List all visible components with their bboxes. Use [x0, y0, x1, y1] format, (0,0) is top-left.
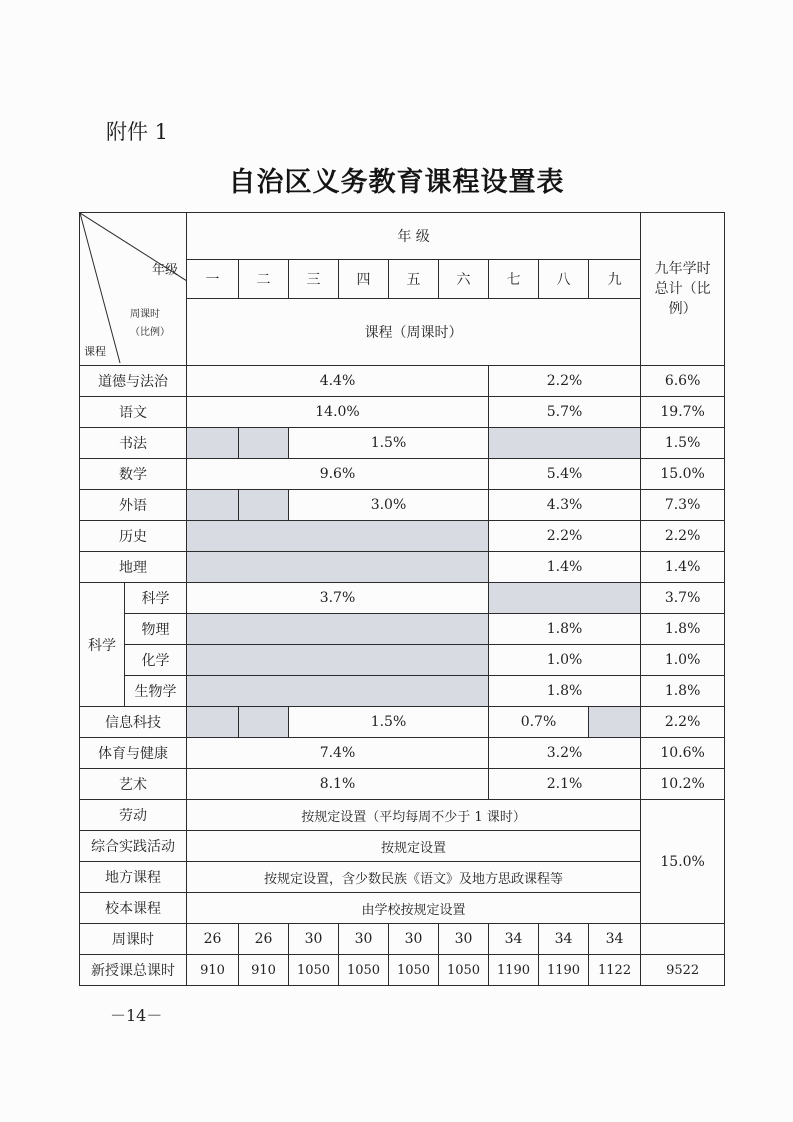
document-title: 自治区义务教育课程设置表 — [228, 167, 565, 198]
foreign-primary: 3.0% — [289, 490, 489, 521]
hours-g1: 910 — [187, 955, 239, 986]
science-group-label: 科学 — [80, 583, 125, 707]
science-total: 3.7% — [641, 583, 725, 614]
weekly-total — [641, 924, 725, 955]
table-row — [80, 614, 725, 645]
ratio-label: （比例） — [130, 327, 170, 338]
hours-g2: 910 — [239, 955, 289, 986]
biology-middle: 1.8% — [489, 676, 641, 707]
it-total: 2.2% — [641, 707, 725, 738]
shaded-cell — [489, 428, 641, 459]
row-name-local: 地方课程 — [80, 862, 187, 893]
table-row — [80, 645, 725, 676]
history-total: 2.2% — [641, 521, 725, 552]
grade-7: 七 — [489, 260, 539, 299]
foreign-middle: 4.3% — [489, 490, 641, 521]
chinese-middle: 5.7% — [489, 397, 641, 428]
shaded-cell — [187, 552, 489, 583]
hours-g6: 1050 — [439, 955, 489, 986]
table-row — [80, 955, 725, 986]
shaded-cell — [239, 490, 289, 521]
table-row — [80, 459, 725, 490]
calligraphy-primary: 1.5% — [289, 428, 489, 459]
row-name-geography: 地理 — [80, 552, 187, 583]
table-row — [80, 893, 725, 924]
table-row — [80, 490, 725, 521]
art-total: 10.2% — [641, 769, 725, 800]
biology-total: 1.8% — [641, 676, 725, 707]
shaded-cell — [589, 707, 641, 738]
row-name-chemistry: 化学 — [125, 645, 187, 676]
hours-g5: 1050 — [389, 955, 439, 986]
table-row — [80, 800, 725, 831]
grade-group-header: 年 级 — [187, 213, 641, 260]
hours-total: 9522 — [641, 955, 725, 986]
moral-primary: 4.4% — [187, 366, 489, 397]
row-name-art: 艺术 — [80, 769, 187, 800]
table-row — [80, 924, 725, 955]
weekly-g7: 34 — [489, 924, 539, 955]
table-row — [80, 583, 725, 614]
shaded-cell — [187, 707, 239, 738]
grade-9: 九 — [589, 260, 641, 299]
grade-axis-label: 年级 — [151, 263, 178, 278]
physics-total: 1.8% — [641, 614, 725, 645]
total-header-line2: 总计（比 — [654, 281, 711, 297]
physics-middle: 1.8% — [489, 614, 641, 645]
hours-g4: 1050 — [339, 955, 389, 986]
row-name-foreign: 外语 — [80, 490, 187, 521]
shaded-cell — [187, 676, 489, 707]
table-row — [80, 862, 725, 893]
row-name-school: 校本课程 — [80, 893, 187, 924]
hours-g9: 1122 — [589, 955, 641, 986]
calligraphy-total: 1.5% — [641, 428, 725, 459]
shaded-cell — [187, 428, 239, 459]
weekly-g2: 26 — [239, 924, 289, 955]
hours-g3: 1050 — [289, 955, 339, 986]
moral-middle: 2.2% — [489, 366, 641, 397]
attachment-label: 附件 1 — [106, 120, 169, 144]
combined-total: 15.0% — [641, 800, 725, 924]
school-note: 由学校按规定设置 — [187, 893, 641, 924]
row-name-science: 科学 — [125, 583, 187, 614]
table-row — [80, 521, 725, 552]
grade-3: 三 — [289, 260, 339, 299]
table-row — [80, 831, 725, 862]
table-row — [80, 676, 725, 707]
row-name-calligraphy: 书法 — [80, 428, 187, 459]
grade-8: 八 — [539, 260, 589, 299]
shaded-cell — [187, 645, 489, 676]
weekly-hours-label: 周课时 — [130, 309, 160, 320]
table-row — [80, 552, 725, 583]
grade-6: 六 — [439, 260, 489, 299]
it-primary: 1.5% — [289, 707, 489, 738]
history-middle: 2.2% — [489, 521, 641, 552]
row-name-chinese: 语文 — [80, 397, 187, 428]
table-row — [80, 738, 725, 769]
row-name-it: 信息科技 — [80, 707, 187, 738]
foreign-total: 7.3% — [641, 490, 725, 521]
shaded-cell — [239, 428, 289, 459]
shaded-cell — [187, 521, 489, 552]
chinese-total: 19.7% — [641, 397, 725, 428]
local-note: 按规定设置，含少数民族《语文》及地方思政课程等 — [187, 862, 641, 893]
hours-g7: 1190 — [489, 955, 539, 986]
weekly-g9: 34 — [589, 924, 641, 955]
geography-total: 1.4% — [641, 552, 725, 583]
row-name-moral: 道德与法治 — [80, 366, 187, 397]
grade-1: 一 — [187, 260, 239, 299]
hours-g8: 1190 — [539, 955, 589, 986]
table-row — [80, 769, 725, 800]
course-subheader: 课程（周课时） — [187, 299, 641, 366]
course-axis-label: 课程 — [84, 345, 106, 358]
labor-note: 按规定设置（平均每周不少于 1 课时） — [187, 800, 641, 831]
shaded-cell — [239, 707, 289, 738]
row-name-new-total: 新授课总课时 — [80, 955, 187, 986]
moral-total: 6.6% — [641, 366, 725, 397]
chinese-primary: 14.0% — [187, 397, 489, 428]
shaded-cell — [489, 583, 641, 614]
art-middle: 2.1% — [489, 769, 641, 800]
grade-5: 五 — [389, 260, 439, 299]
math-middle: 5.4% — [489, 459, 641, 490]
math-primary: 9.6% — [187, 459, 489, 490]
grade-2: 二 — [239, 260, 289, 299]
row-name-weekly: 周课时 — [80, 924, 187, 955]
row-name-history: 历史 — [80, 521, 187, 552]
art-primary: 8.1% — [187, 769, 489, 800]
weekly-g8: 34 — [539, 924, 589, 955]
geography-middle: 1.4% — [489, 552, 641, 583]
curriculum-table — [79, 212, 725, 986]
chemistry-total: 1.0% — [641, 645, 725, 676]
row-name-math: 数学 — [80, 459, 187, 490]
pe-middle: 3.2% — [489, 738, 641, 769]
total-header-line1: 九年学时 — [654, 261, 711, 277]
science-primary: 3.7% — [187, 583, 489, 614]
weekly-g5: 30 — [389, 924, 439, 955]
total-header-line3: 例） — [668, 301, 697, 317]
row-name-labor: 劳动 — [80, 800, 187, 831]
pe-total: 10.6% — [641, 738, 725, 769]
weekly-g4: 30 — [339, 924, 389, 955]
diagonal-lines — [80, 213, 187, 363]
practice-note: 按规定设置 — [187, 831, 641, 862]
math-total: 15.0% — [641, 459, 725, 490]
shaded-cell — [187, 614, 489, 645]
grade-4: 四 — [339, 260, 389, 299]
weekly-g3: 30 — [289, 924, 339, 955]
table-row — [80, 397, 725, 428]
page-number: －14－ — [110, 1006, 163, 1025]
table-row — [80, 707, 725, 738]
total-header — [641, 213, 725, 366]
weekly-g1: 26 — [187, 924, 239, 955]
pe-primary: 7.4% — [187, 738, 489, 769]
row-name-practice: 综合实践活动 — [80, 831, 187, 862]
weekly-g6: 30 — [439, 924, 489, 955]
it-middle: 0.7% — [489, 707, 589, 738]
header-corner — [80, 213, 187, 366]
table-row — [80, 366, 725, 397]
row-name-biology: 生物学 — [125, 676, 187, 707]
shaded-cell — [187, 490, 239, 521]
table-row — [80, 428, 725, 459]
chemistry-middle: 1.0% — [489, 645, 641, 676]
row-name-physics: 物理 — [125, 614, 187, 645]
row-name-pe: 体育与健康 — [80, 738, 187, 769]
